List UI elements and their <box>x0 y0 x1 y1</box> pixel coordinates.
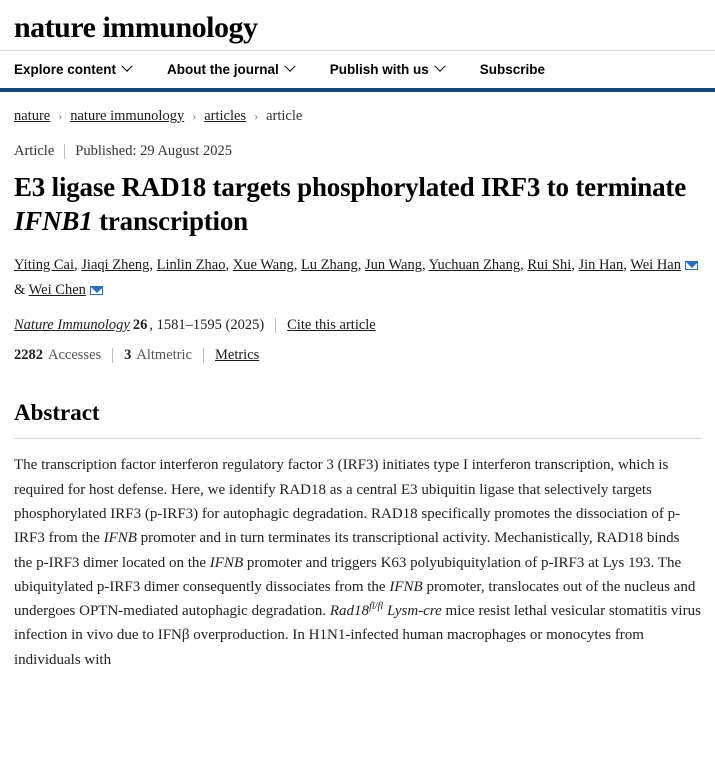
citation-volume: 26 <box>132 317 148 334</box>
author-linlin-zhao[interactable]: Linlin Zhao <box>156 256 226 273</box>
breadcrumb-separator-icon: › <box>192 108 197 123</box>
breadcrumb-separator-icon: › <box>58 108 63 123</box>
abstract-section <box>0 400 715 672</box>
author-jun-wang[interactable]: Jun Wang <box>364 256 422 273</box>
author-sep: , <box>74 256 82 273</box>
abstract-seg-10-italic: Lysm-cre <box>386 603 442 620</box>
meta-divider <box>64 144 65 159</box>
chevron-down-icon <box>121 61 132 72</box>
author-wei-chen[interactable]: Wei Chen <box>28 281 86 298</box>
breadcrumb <box>0 92 715 125</box>
metrics-link[interactable]: Metrics <box>214 347 260 364</box>
published-date: Published: 29 August 2025 <box>75 142 232 159</box>
nav-item-publish-with-us[interactable] <box>330 62 466 77</box>
abstract-seg-4: promoter and triggers K63 polyubiquitylation of p-IRF3 at Lys 193. The ubiquitylated p-IRF3 dimer consequently dissociates from the <box>14 554 682 595</box>
abstract-heading: Abstract <box>14 400 701 439</box>
altmetric-label: Altmetric <box>136 347 192 364</box>
abstract-text <box>14 453 701 672</box>
cite-this-article-link[interactable]: Cite this article <box>287 317 376 334</box>
envelope-icon[interactable] <box>685 261 698 270</box>
author-sep: , <box>293 256 301 273</box>
abstract-seg-11: mice resist lethal vesicular stomatitis virus infection in vivo due to IFNβ overproduction. In H1N1-infected human macrophages or monocytes from individuals with <box>14 603 701 668</box>
author-sep: , <box>225 256 233 273</box>
page-title <box>0 170 715 239</box>
breadcrumb-item-nature-immunology[interactable]: nature immunology <box>70 107 185 124</box>
nav-item-about-the-journal[interactable] <box>167 62 316 77</box>
author-yiting-cai[interactable]: Yiting Cai <box>14 256 75 273</box>
title-part-2: transcription <box>92 206 248 237</box>
author-jiaqi-zheng[interactable]: Jiaqi Zheng <box>81 256 150 273</box>
author-wei-han[interactable]: Wei Han <box>630 256 681 273</box>
abstract-seg-5-italic: IFNB <box>389 578 423 595</box>
abstract-seg-6: promoter, translocates out of the nucleus and undergoes OPTN-mediated autophagic degradation. <box>14 578 696 620</box>
abstract-seg-1-italic: IFNB <box>103 530 137 547</box>
author-jin-han[interactable]: Jin Han <box>578 256 624 273</box>
citation-pages-year: , 1581–1595 (2025) <box>149 317 265 334</box>
chevron-down-icon <box>284 61 295 72</box>
author-list <box>0 239 715 304</box>
article-type: Article <box>14 142 55 159</box>
journal-logo[interactable]: nature immunology <box>14 11 258 44</box>
author-yuchuan-zhang[interactable]: Yuchuan Zhang <box>428 256 521 273</box>
author-conjunction: & <box>14 281 29 298</box>
title-part-1: E3 ligase RAD18 targets phosphorylated IRF3 to terminate <box>14 171 686 202</box>
abstract-seg-0: The transcription factor interferon regulatory factor 3 (IRF3) initiates type I interferon transcription, which is required for host defense. Here, we identify RAD18 as a central E3 ubiquitin ligase that selectively targets phosphorylated IRF3 (p-IRF3) for autophagic degradation. RAD18 specifically promotes the dissociation of p-IRF3 from the <box>14 457 681 547</box>
nav-item-explore-content[interactable] <box>14 62 153 77</box>
abstract-seg-8-sup: fl/fl <box>369 601 384 613</box>
citation-divider <box>275 318 276 333</box>
metrics-divider <box>203 348 204 363</box>
nav-label-explore-content: Explore content <box>14 61 117 77</box>
altmetric-count: 3 <box>124 347 132 364</box>
chevron-down-icon <box>434 61 445 72</box>
citation-journal-name[interactable]: Nature Immunology <box>14 317 130 334</box>
nav-label-subscribe: Subscribe <box>479 61 546 77</box>
main-navigation <box>0 50 715 92</box>
metrics-divider <box>112 348 113 363</box>
author-sep: , <box>571 256 579 273</box>
masthead <box>0 0 715 50</box>
nav-label-publish-with-us: Publish with us <box>329 61 429 77</box>
nav-item-subscribe[interactable] <box>480 62 567 77</box>
breadcrumb-item-articles[interactable]: articles <box>204 107 247 124</box>
author-sep: , <box>520 256 528 273</box>
abstract-seg-3-italic: IFNB <box>209 554 244 571</box>
author-rui-shi[interactable]: Rui Shi <box>527 256 572 273</box>
envelope-icon[interactable] <box>90 286 103 295</box>
abstract-seg-2: promoter and in turn terminates its transcriptional activity. Mechanistically, RAD18 binds the p-IRF3 dimer located on the <box>14 530 680 571</box>
breadcrumb-item-article: article <box>266 107 303 124</box>
abstract-seg-7-italic: Rad18 <box>329 603 370 620</box>
author-sep: , <box>421 256 429 273</box>
title-italic-gene: IFNB1 <box>14 206 93 237</box>
breadcrumb-item-nature[interactable]: nature <box>14 107 51 124</box>
metrics-bar <box>0 334 715 364</box>
author-sep: , <box>623 256 631 273</box>
author-xue-wang[interactable]: Xue Wang <box>232 256 294 273</box>
citation-line <box>0 303 715 334</box>
accesses-label: Accesses <box>48 347 102 364</box>
breadcrumb-separator-icon: › <box>254 108 259 123</box>
author-lu-zhang[interactable]: Lu Zhang <box>300 256 358 273</box>
author-sep: , <box>357 256 365 273</box>
author-sep: , <box>149 256 157 273</box>
article-meta <box>0 125 715 160</box>
nav-label-about-the-journal: About the journal <box>167 61 279 77</box>
accesses-count: 2282 <box>14 347 43 364</box>
